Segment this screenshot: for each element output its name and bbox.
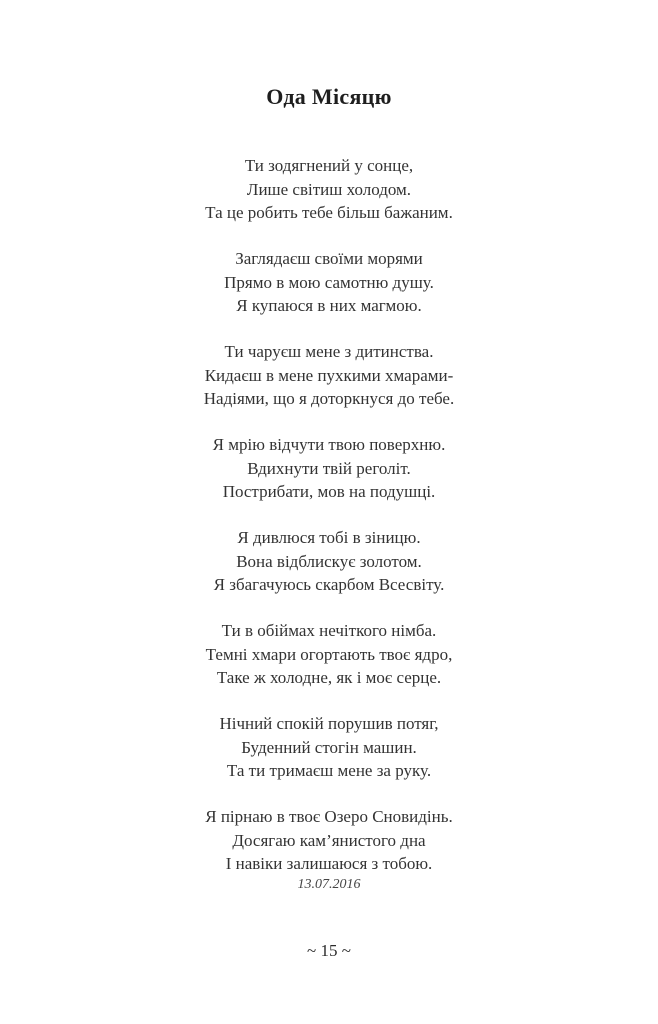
poem-line: Досягаю кам’янистого дна [232, 830, 426, 850]
stanza-6 [0, 619, 658, 690]
poem-line: Ти чаруєш мене з дитинства. [224, 342, 434, 361]
poem-line: Лише світиш холодом. [246, 179, 412, 199]
poem-line: Ти зодягнений у сонце, [244, 156, 414, 175]
poem-line: Кидаєш в мене пухкими хмарами- [204, 365, 454, 385]
poem-date: 13.07.2016 [297, 877, 361, 892]
poem-line: Я мрію відчути твою поверхню. [212, 435, 446, 454]
poem-line: Надіями, що я доторкнуся до тебе. [203, 389, 455, 408]
poem-line: Темні хмари огортають твоє ядро, [205, 644, 453, 664]
poem-title: Ода Місяцю [266, 84, 392, 109]
poem-line: Таке ж холодне, як і моє серце. [216, 668, 442, 687]
stanza-7 [0, 712, 658, 783]
poem-line: Я купаюся в них магмою. [236, 296, 422, 315]
poem-line: Вона відблискує золотом. [236, 551, 422, 571]
stanza-2 [0, 247, 658, 318]
stanza-4 [0, 433, 658, 504]
poem-line: Та ти тримаєш мене за руку. [226, 761, 432, 780]
poem-line: Я збагачуюсь скарбом Всесвіту. [213, 575, 445, 594]
poem-line: Пострибати, мов на подушці. [222, 482, 436, 501]
poem-line: Вдихнути твій реголіт. [247, 458, 411, 478]
poem-line: Ти в обіймах нечіткого німба. [221, 621, 437, 640]
poem-line: Нічний спокій порушив потяг, [219, 714, 439, 733]
poem-line: Заглядаєш своїми морями [235, 249, 423, 268]
page-number: ~ 15 ~ [307, 941, 351, 960]
poem-line: Я пірнаю в твоє Озеро Сновидінь. [205, 807, 453, 826]
poem-body [0, 154, 658, 898]
stanza-5 [0, 526, 658, 597]
poem-line: Буденний стогін машин. [241, 737, 417, 757]
poem-line: Та це робить тебе більш бажаним. [205, 203, 453, 222]
stanza-1 [0, 154, 658, 225]
poem-line: Я дивлюся тобі в зіницю. [237, 528, 421, 547]
stanza-8 [0, 805, 658, 876]
poem-line: І навіки залишаюся з тобою. [225, 854, 433, 873]
stanza-3 [0, 340, 658, 411]
poem-line: Прямо в мою самотню душу. [224, 272, 434, 292]
